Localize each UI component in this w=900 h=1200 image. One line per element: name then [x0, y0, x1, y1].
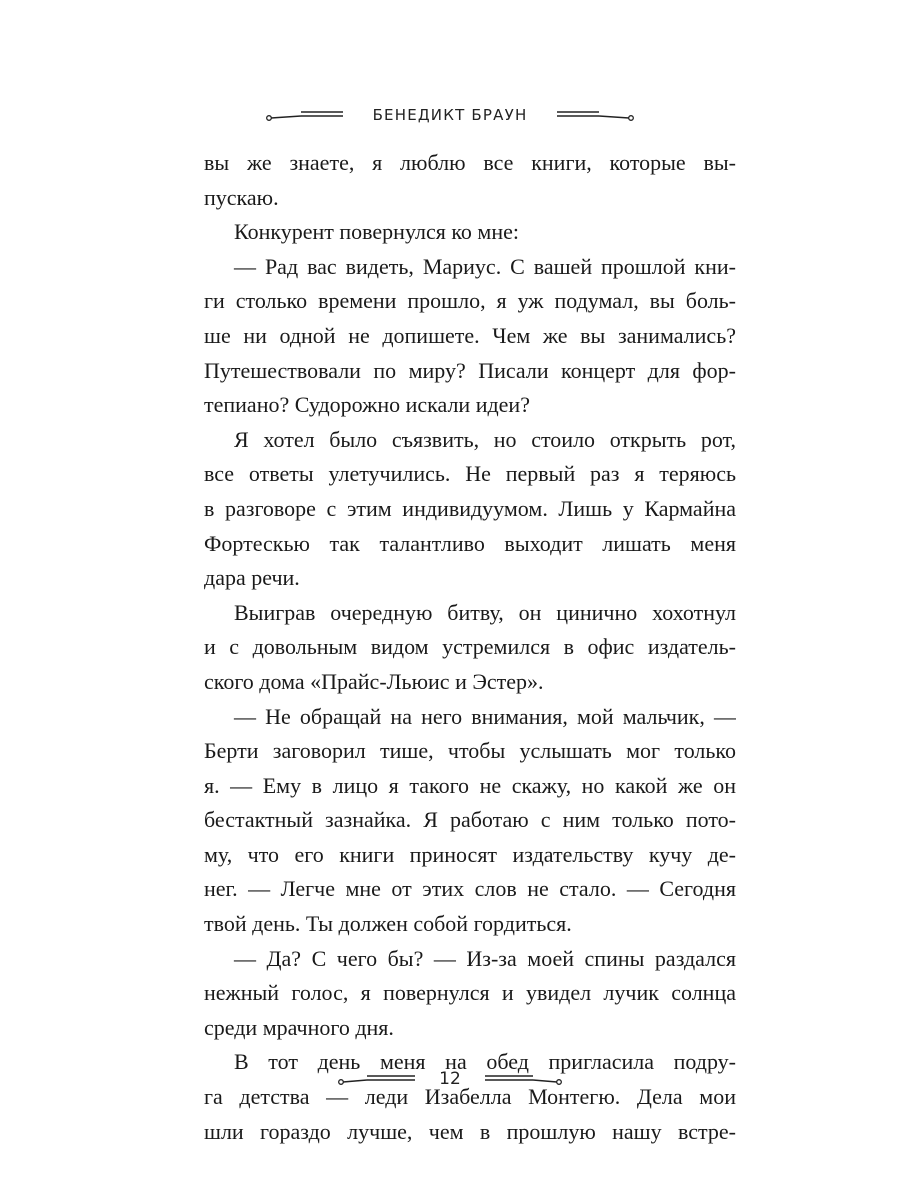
text-line: Конкурент повернулся ко мне: [234, 219, 519, 245]
text-line: вы же знаете, я люблю все книги, которые вы- [204, 150, 736, 175]
text-line: твой день. Ты должен собой гордиться. [204, 911, 572, 937]
running-title: БЕНЕДИКТ БРАУН [372, 106, 528, 124]
text-line: — Не обращай на него внимания, мой мальчик, — [234, 703, 736, 729]
text-line: — Рад вас видеть, Мариус. С вашей прошлой кни- [234, 253, 736, 279]
text-line: нег. — Легче мне от этих слов не стало. — Сегодня [204, 876, 736, 902]
text-line: я. — Ему в лицо я такого не скажу, но какой же он [204, 772, 736, 798]
text-line: В тот день меня на обед пригласила подру- [234, 1049, 736, 1075]
text-line: среди мрачного дня. [204, 1014, 394, 1040]
text-line: ше ни одной не допишете. Чем же вы занимались? [204, 322, 736, 348]
right-ornament-icon [555, 108, 635, 122]
page-body-text [204, 146, 736, 1149]
text-line: шли гораздо лучше, чем в прошлую нашу встре- [204, 1118, 736, 1144]
left-footer-ornament-icon [337, 1072, 417, 1086]
text-line: Путешествовали по миру? Писали концерт для фор- [204, 357, 736, 383]
text-line: дара речи. [204, 565, 300, 591]
text-line: бестактный зазнайка. Я работаю с ним только пото- [204, 807, 736, 833]
text-line: нежный голос, я повернулся и увидел лучик солнца [204, 980, 736, 1006]
page-footer [0, 1066, 900, 1092]
left-ornament-icon [265, 108, 345, 122]
text-line: все ответы улетучились. Не первый раз я теряюсь [204, 461, 736, 487]
text-line: ского дома «Прайс-Льюис и Эстер». [204, 668, 544, 694]
page-number: 12 [439, 1069, 461, 1089]
text-line: му, что его книги приносят издательству кучу де- [204, 841, 736, 867]
text-line: и с довольным видом устремился в офис издатель- [204, 634, 736, 660]
text-line: пускаю. [204, 184, 279, 210]
text-line: ги столько времени прошло, я уж подумал, вы боль- [204, 288, 736, 314]
text-line: тепиано? Судорожно искали идеи? [204, 392, 530, 418]
right-footer-ornament-icon [483, 1072, 563, 1086]
text-line: — Да? С чего бы? — Из-за моей спины раздался [234, 945, 736, 971]
text-line: Я хотел было съязвить, но стоило открыть рот, [234, 426, 736, 452]
text-line: Фортескью так талантливо выходит лишать меня [204, 530, 736, 556]
running-header [0, 104, 900, 126]
text-line: Выиграв очередную битву, он цинично хохотнул [234, 599, 736, 625]
text-line: в разговоре с этим индивидуумом. Лишь у Кармайна [204, 495, 736, 521]
text-line: Берти заговорил тише, чтобы услышать мог только [204, 738, 736, 764]
text-line: га детства — леди Изабелла Монтегю. Дела мои [204, 1084, 736, 1110]
